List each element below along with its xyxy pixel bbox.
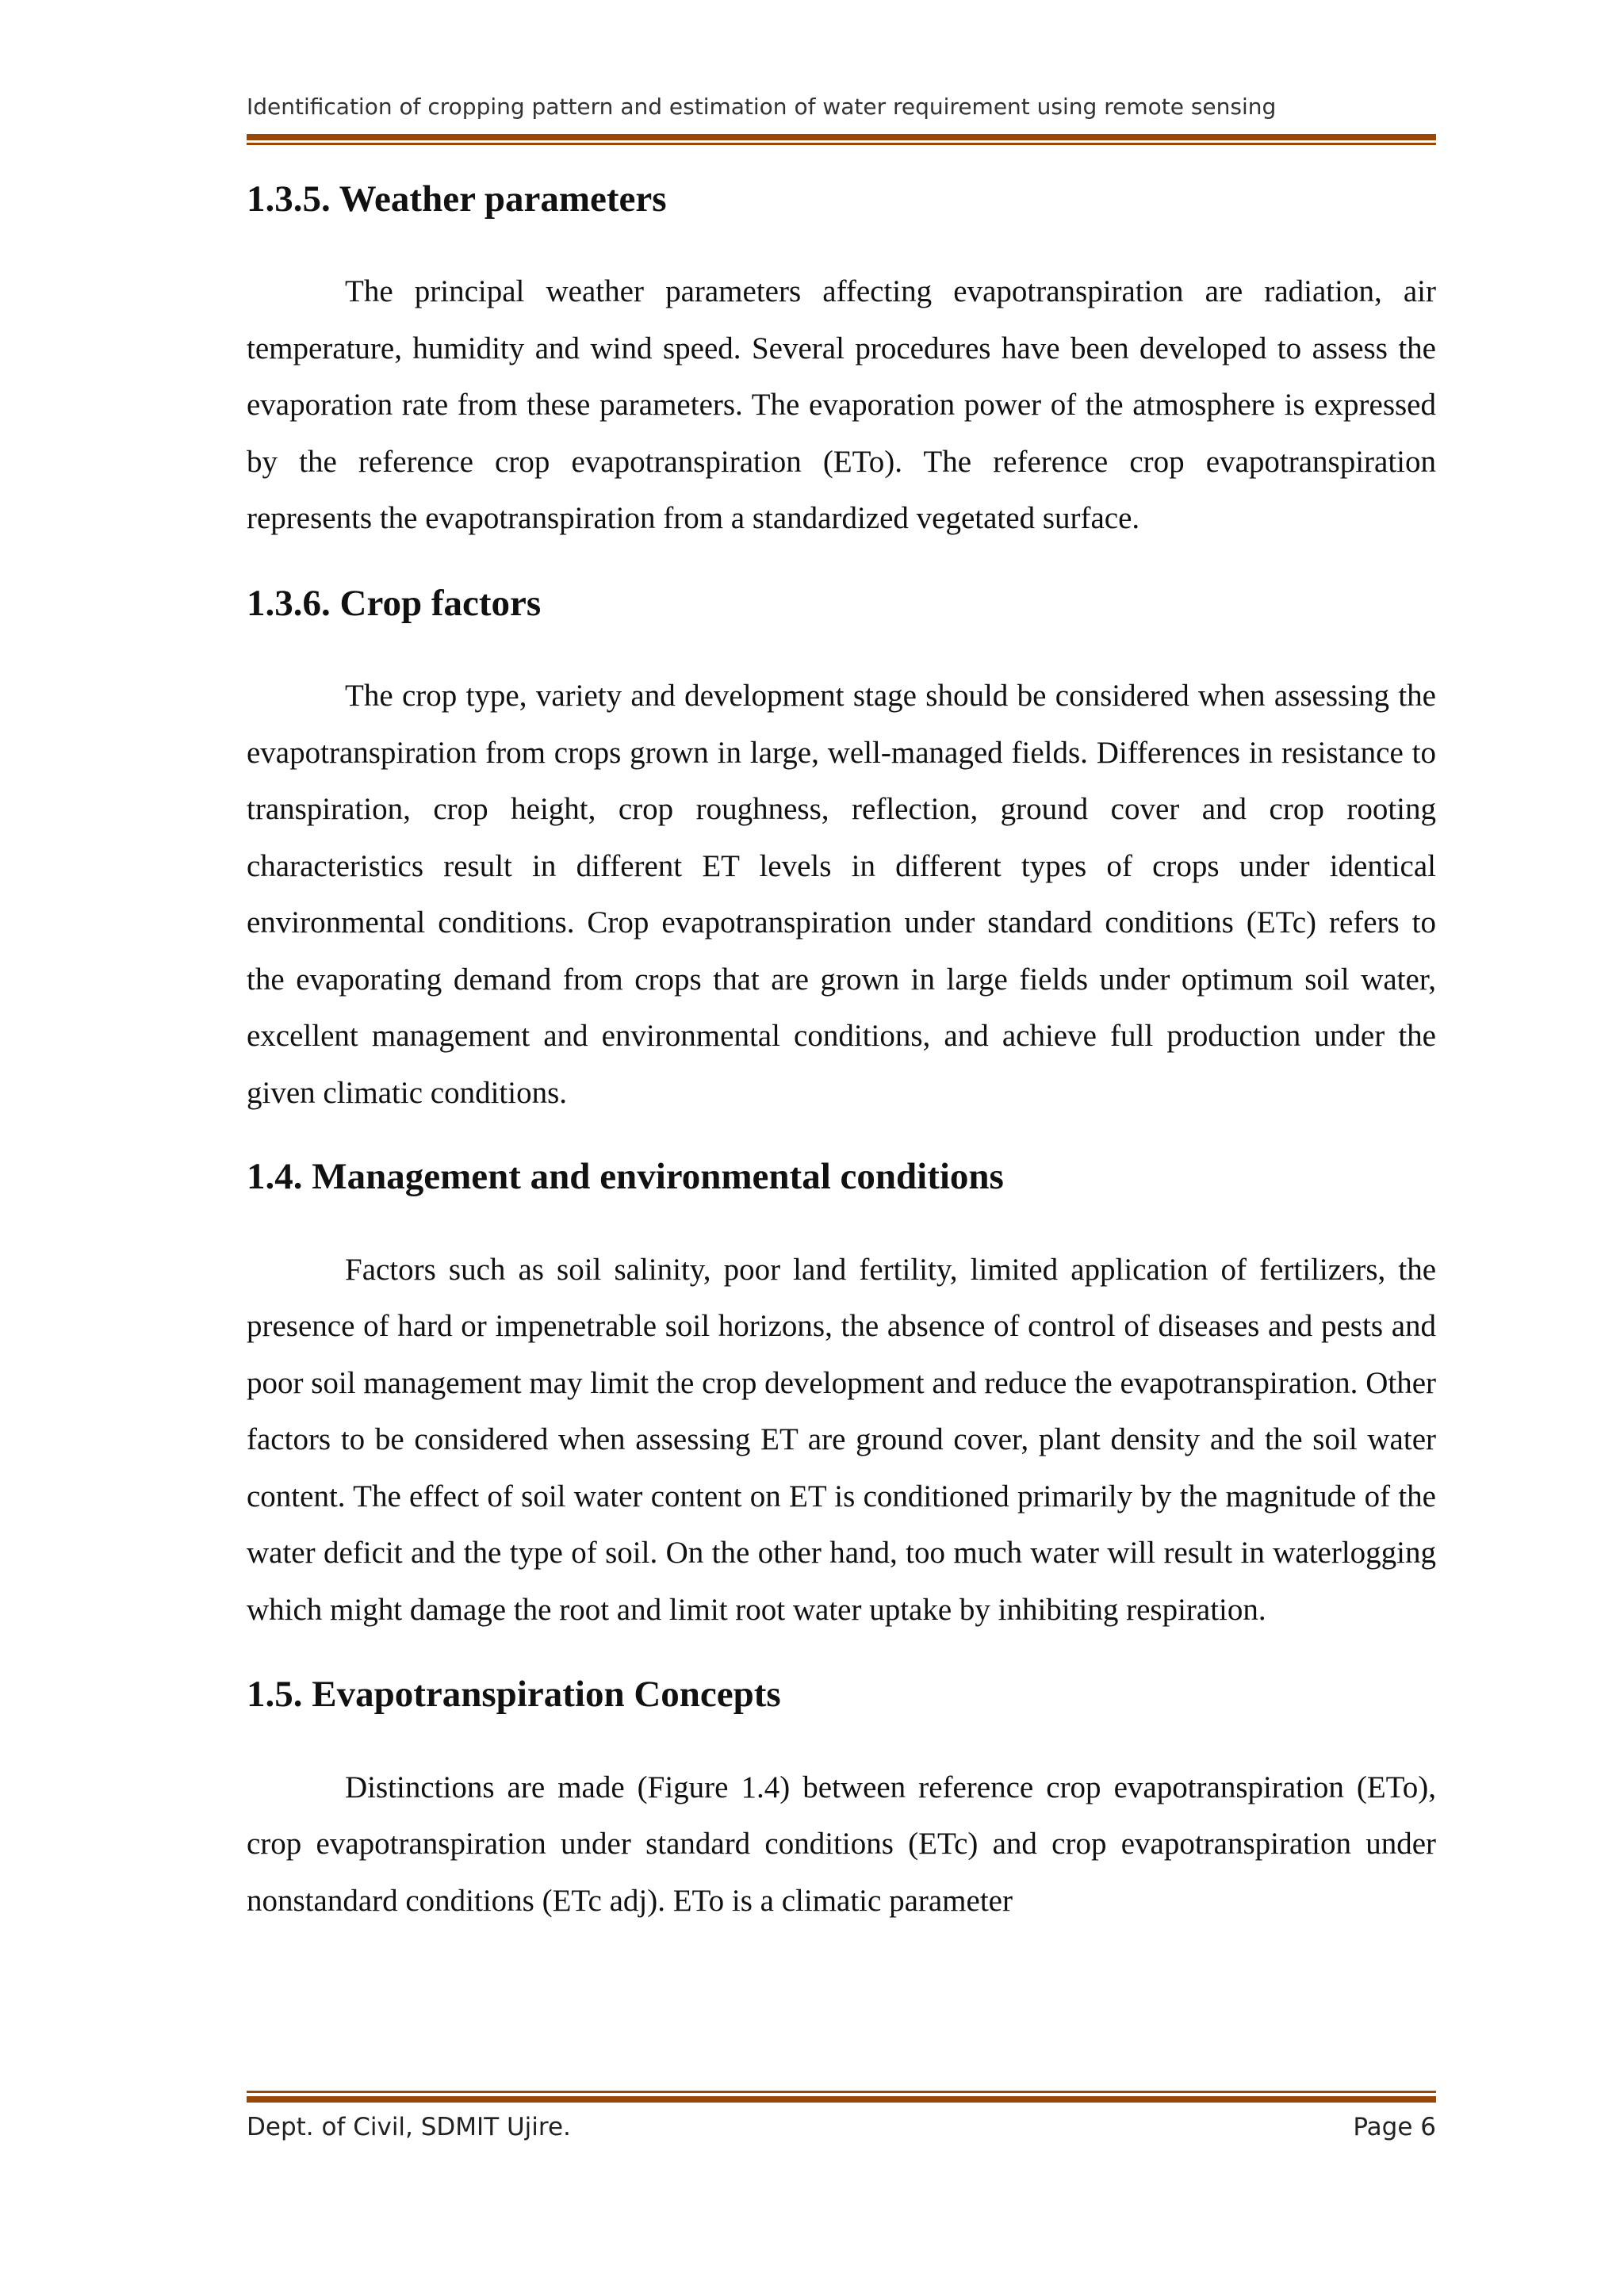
section-heading-management-conditions: 1.4. Management and environmental conditions bbox=[247, 1156, 1004, 1198]
footer-page-number: Page 6 bbox=[1353, 2113, 1436, 2141]
paragraph-crop-factors: The crop type, variety and development stage should be considered when assessing the evapotranspiration from crops grown in large, well-managed fields. Differences in resistance to transpiration, crop height, crop roughness, reflection, ground cover and crop rooting characteristics result in different ET levels in different types of crops under identical environmental conditions. Crop evapotranspiration under standard conditions (ETc) refers to the evaporating demand from crops that are grown in large fields under optimum soil water, excellent management and environmental conditions, and achieve full production under the given climatic conditions. bbox=[247, 679, 1436, 1110]
header-rule-thick bbox=[247, 134, 1436, 140]
footer-rule-thick bbox=[247, 2096, 1436, 2103]
section-heading-weather-parameters: 1.3.5. Weather parameters bbox=[247, 178, 667, 220]
header-rule-thin bbox=[247, 143, 1436, 145]
section-heading-evapotranspiration-concepts: 1.5. Evapotranspiration Concepts bbox=[247, 1674, 781, 1716]
footer-rule-thin bbox=[247, 2091, 1436, 2093]
paragraph-evapotranspiration-concepts: Distinctions are made (Figure 1.4) between reference crop evapotranspiration (ETo), crop evapotranspiration under standard conditions (ETc) and crop evapotranspiration under nonstandard conditions (ETc adj). ETo is a climatic parameter bbox=[247, 1770, 1436, 1918]
section-heading-crop-factors: 1.3.6. Crop factors bbox=[247, 582, 542, 624]
page-body bbox=[247, 170, 1436, 1929]
paragraph-management-conditions: Factors such as soil salinity, poor land fertility, limited application of fertilizers, the presence of hard or impenetrable soil horizons, the absence of control of diseases and pests and poor soil management may limit the crop development and reduce the evapotranspiration. Other factors to be considered when assessing ET are ground cover, plant density and the soil water content. The effect of soil water content on ET is conditioned primarily by the magnitude of the water deficit and the type of soil. On the other hand, too much water will result in waterlogging which might damage the root and limit root water uptake by inhibiting respiration. bbox=[247, 1252, 1436, 1627]
running-header: Identification of cropping pattern and estimation of water requirement using remote sensing bbox=[247, 94, 1277, 120]
paragraph-weather-parameters: The principal weather parameters affecting evapotranspiration are radiation, air temperature, humidity and wind speed. Several procedures have been developed to assess the evaporation rate from these parameters. The evaporation power of the atmosphere is expressed by the reference crop evapotranspiration (ETo). The reference crop evapotranspiration represents the evapotranspiration from a standardized vegetated surface. bbox=[247, 274, 1436, 536]
footer-department: Dept. of Civil, SDMIT Ujire. bbox=[247, 2113, 571, 2141]
